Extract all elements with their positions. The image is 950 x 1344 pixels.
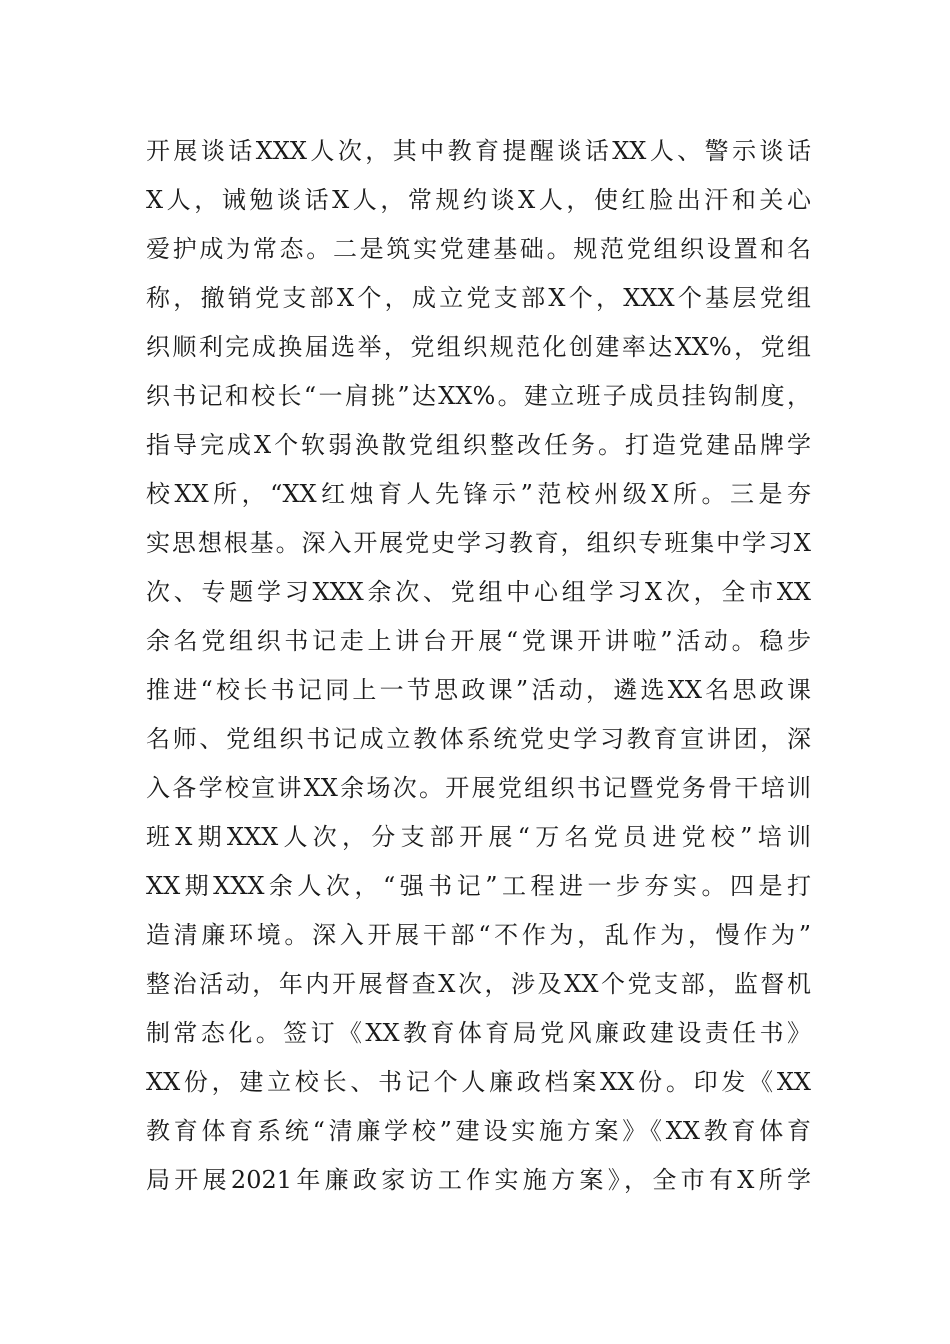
text-line: 爱护成为常态。二是筑实党建基础。规范党组织设置和名: [146, 235, 811, 263]
text-line: 指导完成X个软弱涣散党组织整改任务。打造党建品牌学: [146, 431, 811, 459]
text-line: 入各学校宣讲XX余场次。开展党组织书记暨党务骨干培训: [146, 774, 811, 802]
text-line: 开展谈话XXX人次，其中教育提醒谈话XX人、警示谈话: [146, 137, 811, 165]
text-line: 织书记和校长“一肩挑”达XX%。建立班子成员挂钩制度，: [146, 382, 811, 410]
text-line: 局开展2021年廉政家访工作实施方案》，全市有X所学: [146, 1166, 811, 1194]
text-line: XX期XXX余人次，“强书记”工程进一步夯实。四是打: [146, 872, 811, 900]
text-line: 校XX所，“XX红烛育人先锋示”范校州级X所。三是夯: [146, 480, 811, 508]
text-line: 教育体育系统“清廉学校”建设实施方案》《XX教育体育: [146, 1117, 811, 1145]
text-line: 整治活动，年内开展督查X次，涉及XX个党支部，监督机: [146, 970, 811, 998]
text-line: 班X期XXX人次，分支部开展“万名党员进党校”培训: [146, 823, 811, 851]
text-line: 推进“校长书记同上一节思政课”活动，遴选XX名思政课: [146, 676, 811, 704]
text-line: XX份，建立校长、书记个人廉政档案XX份。印发《XX: [146, 1068, 811, 1096]
text-line: 余名党组织书记走上讲台开展“党课开讲啦”活动。稳步: [146, 627, 811, 655]
text-line: 织顺利完成换届选举，党组织规范化创建率达XX%，党组: [146, 333, 811, 361]
text-line: X人，诫勉谈话X人，常规约谈X人，使红脸出汗和关心: [146, 186, 811, 214]
text-line: 称，撤销党支部X个，成立党支部X个，XXX个基层党组: [146, 284, 811, 312]
text-line: 实思想根基。深入开展党史学习教育，组织专班集中学习X: [146, 529, 811, 557]
text-line: 造清廉环境。深入开展干部“不作为，乱作为，慢作为”: [146, 921, 811, 949]
text-line: 名师、党组织书记成立教体系统党史学习教育宣讲团，深: [146, 725, 811, 753]
text-line: 次、专题学习XXX余次、党组中心组学习X次，全市XX: [146, 578, 811, 606]
body-paragraph: [146, 127, 811, 1205]
text-line: 制常态化。签订《XX教育体育局党风廉政建设责任书》: [146, 1019, 811, 1047]
